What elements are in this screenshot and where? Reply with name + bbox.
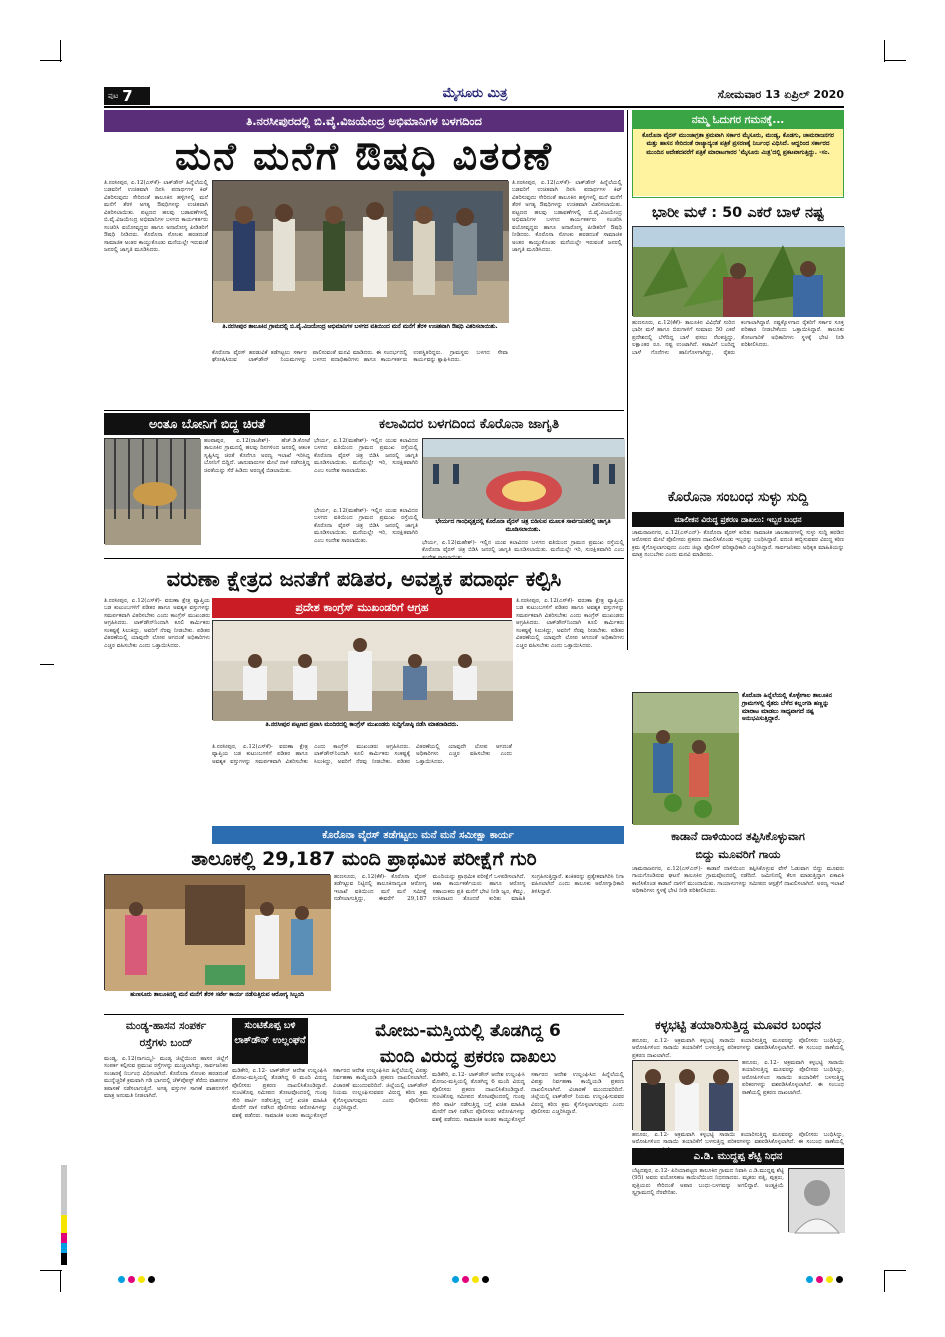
kadane-headline [632,828,844,864]
antu-body: ಹಂಪಾಪುರ, ಏ.12(ರಾಜೇಶ್)- ಹೆಚ್.ಡಿ.ಕೋಟೆ ತಾಲೂಕಿನ ಗ್ರಾಮದಲ್ಲಿ ಹಲವು ದಿನಗಳಿಂದ ಜನರಲ್ಲಿ ಆತಂಕ ಸೃಷ್ಟಿಸಿದ್ದ ಚಿರತೆ ಕೊನೆಗೂ ಅರಣ್ಯ ಇಲಾಖೆ ಇರಿಸಿದ್ದ ಬೋನಿಗೆ ಬಿದ್ದಿದೆ. ಜಾನುವಾರುಗಳ ಮೇಲೆ ದಾಳಿ ನಡೆಸುತ್ತಿದ್ದ ಚಿರತೆಯನ್ನು ಸೆರೆ ಹಿಡಿದು ಅರಣ್ಯಕ್ಕೆ ಬಿಡಲಾಯಿತು. [204,438,310,474]
lead-body-bottom: ಕೊರೊನಾ ವೈರಸ್ ಹರಡುವಿಕೆ ತಡೆಗಟ್ಟಲು ಸರ್ಕಾರ ಘೋಷಿಸಿರುವ ಲಾಕ್‌ಡೌನ್ ನಿಯಮಗಳನ್ನು ಪಾಲಿಸುವಂತೆ ಮನವಿ ಮಾಡಿದರು. ಈ ಸಂದರ್ಭದಲ್ಲಿ ಬಳಗದ ಪದಾಧಿಕಾರಿಗಳು ಹಾಗೂ ಕಾರ್ಯಕರ್ತರು ಉಪಸ್ಥಿತರಿದ್ದರು. ಗ್ರಾಮಸ್ಥರು ಬಳಗದ ಸೇವಾ ಕಾರ್ಯವನ್ನು ಶ್ಲಾಘಿಸಿದರು. [212,350,508,364]
mandya-headline-line2: ರಸ್ತೆಗಳು ಬಂದ್ [139,1037,193,1049]
varuna-body-left: ತಿ.ನರಸೀಪುರ, ಏ.12(ಎಸ್‌ಕೆ)- ವರುಣಾ ಕ್ಷೇತ್ರ ವ್ಯಾಪ್ತಿಯ ಬಡ ಕುಟುಂಬಗಳಿಗೆ ಪಡಿತರ ಹಾಗೂ ಅವಶ್ಯಕ ವಸ್ತುಗಳನ್ನು ಸಮರ್ಪಕವಾಗಿ ವಿತರಿಸಬೇಕು ಎಂದು ಕಾಂಗ್ರೆಸ್ ಮುಖಂಡರು ಆಗ್ರಹಿಸಿದರು. ಲಾಕ್‌ಡೌನ್‌ನಿಂದಾಗಿ ಕೂಲಿ ಕಾರ್ಮಿಕರು ಸಂಕಷ್ಟಕ್ಕೆ ಸಿಲುಕಿದ್ದು, ಅವರಿಗೆ ನೆರವು ನೀಡಬೇಕು. ಪಡಿತರ ವಿತರಣೆಯಲ್ಲಿ ಯಾವುದೇ ಲೋಪ ಆಗದಂತೆ ಅಧಿಕಾರಿಗಳು ಎಚ್ಚರ ವಹಿಸಬೇಕು ಎಂದು ಒತ್ತಾಯಿಸಿದರು. [104,598,210,649]
banana-body: ಹುಣಸೂರು, ಏ.12(ಕೆಕೆ)- ತಾಲೂಕಿನ ವಿವಿಧೆಡೆ ಸುರಿದ ಭಾರೀ ಮಳೆ ಹಾಗೂ ಬಿರುಗಾಳಿಗೆ ಸುಮಾರು 50 ಎಕರೆ ಪ್ರದೇಶದಲ್ಲಿ ಬೆಳೆದಿದ್ದ ಬಾಳೆ ಫಸಲು ನೆಲಕಚ್ಚಿದ್ದು, ಲಕ್ಷಾಂತರ ರೂ. ನಷ್ಟ ಉಂಟಾಗಿದೆ. ಕಟಾವಿಗೆ ಬಂದಿದ್ದ ಬಾಳೆ ಗೊನೆಗಳು ಹಾನಿಗೊಳಗಾಗಿದ್ದು, ರೈತರು ಕಂಗಾಲಾಗಿದ್ದಾರೆ. ನಷ್ಟಕ್ಕೊಳಗಾದ ರೈತರಿಗೆ ಸರ್ಕಾರ ಸೂಕ್ತ ಪರಿಹಾರ ನೀಡಬೇಕೆಂದು ಒತ್ತಾಯಿಸಿದ್ದಾರೆ. ತಾಲೂಕು ತೋಟಗಾರಿಕೆ ಅಧಿಕಾರಿಗಳು ಸ್ಥಳಕ್ಕೆ ಭೇಟಿ ನೀಡಿ ಪರಿಶೀಲಿಸಿದರು. [632,320,844,356]
varuna-body-bottom: ತಿ.ನರಸೀಪುರ, ಏ.12(ಎಸ್‌ಕೆ)- ವರುಣಾ ಕ್ಷೇತ್ರ ವ್ಯಾಪ್ತಿಯ ಬಡ ಕುಟುಂಬಗಳಿಗೆ ಪಡಿತರ ಹಾಗೂ ಅವಶ್ಯಕ ವಸ್ತುಗಳನ್ನು ಸಮರ್ಪಕವಾಗಿ ವಿತರಿಸಬೇಕು ಎಂದು ಕಾಂಗ್ರೆಸ್ ಮುಖಂಡರು ಆಗ್ರಹಿಸಿದರು. ಲಾಕ್‌ಡೌನ್‌ನಿಂದಾಗಿ ಕೂಲಿ ಕಾರ್ಮಿಕರು ಸಂಕಷ್ಟಕ್ಕೆ ಸಿಲುಕಿದ್ದು, ಅವರಿಗೆ ನೆರವು ನೀಡಬೇಕು. ಪಡಿತರ ವಿತರಣೆಯಲ್ಲಿ ಯಾವುದೇ ಲೋಪ ಆಗದಂತೆ ಅಧಿಕಾರಿಗಳು ಎಚ್ಚರ ವಹಿಸಬೇಕು ಎಂದು ಒತ್ತಾಯಿಸಿದರು. [212,744,512,765]
kadane-headline-line1: ಕಾಡಾನೆ ದಾಳಿಯಿಂದ ತಪ್ಪಿಸಿಕೊಳ್ಳುವಾಗ [671,830,805,843]
obituary-title: ಎ.ಡಿ. ಮುದ್ದಪ್ಪ ಶೆಟ್ಟಿ ನಿಧನ [632,1148,844,1165]
header-rule [104,106,844,108]
banana-photo [632,226,844,316]
kalavidara-photo-caption: ಭೇರ್ಯದ ಗಾಂಧಿವೃತ್ತದಲ್ಲಿ ಕೊರೊನಾ ವೈರಸ್ ಚಿತ್ರ ಬಿಡಿಸುವ ಮೂಲಕ ಸಾರ್ವಜನಿಕರಲ್ಲಿ ಜಾಗೃತಿ ಮೂಡಿಸಲಾಯಿತು. [435,519,611,533]
color-strip-black [61,1253,67,1265]
crop-mark [40,1270,62,1271]
varuna-photo [212,620,512,720]
page-number: 7 [122,87,133,105]
masthead: ಮೈಸೂರು ಮಿತ್ರ [442,86,508,101]
section-rule [104,1014,624,1015]
moju-headline [312,1018,624,1070]
kalavidara-photo [422,438,624,518]
antu-photo [104,438,200,544]
kadane-side-caption: ಕೊರೊನಾ ಹಿನ್ನೆಲೆಯಲ್ಲಿ ಕೊಳ್ಳೇಗಾಲ ತಾಲೂಕಿನ ಗ್ರಾಮಗಳಲ್ಲಿ ರೈತರು ಬೆಳೆದ ಕಲ್ಲಂಗಡಿ ಹಣ್ಣನ್ನು ಮಾರಾಟ ಮಾಡಲು ಸಾಧ್ಯವಾಗದೆ ನಷ್ಟ ಅನುಭವಿಸುತ್ತಿದ್ದಾರೆ. [742,692,832,723]
samikshe-headline: ತಾಲೂಕಲ್ಲಿ 29,187 ಮಂದಿ ಪ್ರಾಥಮಿಕ ಪರೀಕ್ಷೆಗೆ ಗುರಿ [191,848,537,870]
kadane-body: ಚಾಮರಾಜನಗರ, ಏ.12(ಎಸ್‌ಎನ್)- ಕಾಡಾನೆ ದಾಳಿಯಿಂದ ತಪ್ಪಿಸಿಕೊಳ್ಳುವ ವೇಳೆ ಓಡುವಾಗ ಬಿದ್ದು ಮೂವರು ಗಾಯಗೊಂಡಿರುವ ಘಟನೆ ತಾಲೂಕಿನ ಗ್ರಾಮವೊಂದರಲ್ಲಿ ನಡೆದಿದೆ. ಜಮೀನಿನಲ್ಲಿ ಕೆಲಸ ಮಾಡುತ್ತಿದ್ದಾಗ ಏಕಾಏಕಿ ಕಾಣಿಸಿಕೊಂಡ ಕಾಡಾನೆ ದಾಳಿಗೆ ಮುಂದಾಯಿತು. ಗಾಯಾಳುಗಳನ್ನು ಸಮೀಪದ ಆಸ್ಪತ್ರೆಗೆ ದಾಖಲಿಸಲಾಗಿದೆ. ಅರಣ್ಯ ಇಲಾಖೆ ಅಧಿಕಾರಿಗಳು ಸ್ಥಳಕ್ಕೆ ಭೇಟಿ ನೀಡಿ ಪರಿಶೀಲಿಸಿದರು. [632,866,844,895]
kallabhatti-body-3: ಹನೂರು, ಏ.12- ಅಕ್ರಮವಾಗಿ ಕಳ್ಳಭಟ್ಟಿ ಸಾರಾಯಿ ತಯಾರಿಸುತ್ತಿದ್ದ ಮೂವರನ್ನು ಪೊಲೀಸರು ಬಂಧಿಸಿದ್ದು, ಆರೋಪಿಗಳಿಂದ ಸಾರಾಯಿ ತಯಾರಿಕೆಗೆ ಬಳಸುತ್ತಿದ್ದ ಪರಿಕರಗಳನ್ನು ವಶಪಡಿಸಿಕೊಳ್ಳಲಾಗಿದೆ. ಈ ಸಂಬಂಧ ಠಾಣೆಯಲ್ಲಿ [632,1132,844,1146]
sullu-subhead: ಮಾಲೀಕನ ವಿರುದ್ಧ ಪ್ರಕರಣ ದಾಖಲು: ಇಬ್ಬರ ಬಂಧನ [632,512,844,527]
kalavidara-body: ಭೇರ್ಯ, ಏ.12(ಮಹೇಶ್)- ಇಲ್ಲಿನ ಯುವ ಕಲಾವಿದರ ಬಳಗದ ವತಿಯಿಂದ ಗ್ರಾಮದ ಪ್ರಮುಖ ರಸ್ತೆಯಲ್ಲಿ ಕೊರೊನಾ ವೈರಸ್ ಚಿತ್ರ ಬಿಡಿಸಿ ಜನರಲ್ಲಿ ಜಾಗೃತಿ ಮೂಡಿಸಲಾಯಿತು. ಮನೆಯಲ್ಲೇ ಇರಿ, ಸುರಕ್ಷಿತವಾಗಿರಿ ಎಂಬ ಸಂದೇಶ ಸಾರಲಾಯಿತು. [314,438,418,474]
sullu-headline: ಕೊರೊನಾ ಸಂಬಂಧ ಸುಳ್ಳು ಸುದ್ದಿ [667,489,809,505]
crop-mark [884,1270,906,1271]
issue-date: ಸೋಮವಾರ 13 ಏಪ್ರಿಲ್ 2020 [717,88,844,101]
moju-body-right: ಮಡಿಕೇರಿ, ಏ.12- ಲಾಕ್‌ಡೌನ್ ಆದೇಶ ಉಲ್ಲಂಘಿಸಿ ಮೋಜು-ಮಸ್ತಿಯಲ್ಲಿ ತೊಡಗಿದ್ದ 6 ಮಂದಿ ವಿರುದ್ಧ ಪೊಲೀಸರು ಪ್ರಕರಣ ದಾಖಲಿಸಿಕೊಂಡಿದ್ದಾರೆ. ಸುಂಟಿಕೊಪ್ಪ ಸಮೀಪದ ತೋಟವೊಂದರಲ್ಲಿ ಗುಂಪು ಸೇರಿ ಪಾರ್ಟಿ ನಡೆಸುತ್ತಿದ್ದ ಬಗ್ಗೆ ಖಚಿತ ಮಾಹಿತಿ ಮೇರೆಗೆ ದಾಳಿ ನಡೆಸಿದ ಪೊಲೀಸರು ಆರೋಪಿಗಳನ್ನು ವಶಕ್ಕೆ ಪಡೆದರು. ಸಾಮಾಜಿಕ ಅಂತರ ಕಾಯ್ದುಕೊಳ್ಳದೆ ಸರ್ಕಾರದ ಆದೇಶ ಉಲ್ಲಂಘಿಸಿದ ಹಿನ್ನೆಲೆಯಲ್ಲಿ ವಿಪತ್ತು ನಿರ್ವಹಣಾ ಕಾಯ್ದೆಯಡಿ ಪ್ರಕರಣ ದಾಖಲಿಸಲಾಗಿದೆ. ವಿಚಾರಣೆ ಮುಂದುವರಿದಿದೆ. ಜಿಲ್ಲೆಯಲ್ಲಿ ಲಾಕ್‌ಡೌನ್ ನಿಯಮ ಉಲ್ಲಂಘಿಸುವವರ ವಿರುದ್ಧ ಕಠಿಣ ಕ್ರಮ ಕೈಗೊಳ್ಳಲಾಗುವುದು ಎಂದು ಪೊಲೀಸರು ಎಚ್ಚರಿಸಿದ್ದಾರೆ. [432,1072,624,1123]
varuna-body-right: ತಿ.ನರಸೀಪುರ, ಏ.12(ಎಸ್‌ಕೆ)- ವರುಣಾ ಕ್ಷೇತ್ರ ವ್ಯಾಪ್ತಿಯ ಬಡ ಕುಟುಂಬಗಳಿಗೆ ಪಡಿತರ ಹಾಗೂ ಅವಶ್ಯಕ ವಸ್ತುಗಳನ್ನು ಸಮರ್ಪಕವಾಗಿ ವಿತರಿಸಬೇಕು ಎಂದು ಕಾಂಗ್ರೆಸ್ ಮುಖಂಡರು ಆಗ್ರಹಿಸಿದರು. ಲಾಕ್‌ಡೌನ್‌ನಿಂದಾಗಿ ಕೂಲಿ ಕಾರ್ಮಿಕರು ಸಂಕಷ್ಟಕ್ಕೆ ಸಿಲುಕಿದ್ದು, ಅವರಿಗೆ ನೆರವು ನೀಡಬೇಕು. ಪಡಿತರ ವಿತರಣೆಯಲ್ಲಿ ಯಾವುದೇ ಲೋಪ ಆಗದಂತೆ ಅಧಿಕಾರಿಗಳು ಎಚ್ಚರ ವಹಿಸಬೇಕು ಎಂದು ಒತ್ತಾಯಿಸಿದರು. [516,598,624,649]
samikshe-kicker: ಕೊರೊನಾ ವೈರಸ್ ತಡೆಗಟ್ಟಲು ಮನೆ ಮನೆ ಸಮೀಕ್ಷಾ ಕಾರ್ಯ [212,826,624,844]
page-number-box [104,87,150,105]
lead-photo [212,180,508,322]
obituary-body: ಬೆಟ್ಟದಪುರ, ಏ.12- ಪಿರಿಯಾಪಟ್ಟಣ ತಾಲೂಕಿನ ಗ್ರಾಮದ ನಿವಾಸಿ ಎ.ಡಿ.ಮುದ್ದಪ್ಪ ಶೆಟ್ಟಿ (95) ಅವರು ವಯೋಸಹಜ ಕಾಯಿಲೆಯಿಂದ ನಿಧನರಾದರು. ಮೃತರು ಪತ್ನಿ, ಪುತ್ರರು, ಪುತ್ರಿಯರು ಸೇರಿದಂತೆ ಅಪಾರ ಬಂಧು-ಬಳಗವನ್ನು ಅಗಲಿದ್ದಾರೆ. ಅಂತ್ಯಕ್ರಿಯೆ ಸ್ವಗ್ರಾಮದಲ್ಲಿ ನೆರವೇರಿತು. [632,1168,784,1197]
kalavidara-headline: ಕಲಾವಿದರ ಬಳಗದಿಂದ ಕೊರೊನಾ ಜಾಗೃತಿ [379,416,559,432]
color-strip-yellow [61,1215,67,1233]
lead-photo-caption: ತಿ.ನರಸೀಪುರ ತಾಲೂಕಿನ ಗ್ರಾಮದಲ್ಲಿ ಬಿ.ವೈ.ವಿಜಯೇಂದ್ರ ಅಭಿಮಾನಿಗಳ ಬಳಗದ ವತಿಯಿಂದ ಮನೆ ಮನೆಗೆ ತೆರಳಿ ಉಚಿತವಾಗಿ ಔಷಧಿ ವಿತರಿಸಲಾಯಿತು. [222,324,498,330]
kallabhatti-photo [632,1060,738,1130]
crop-mark [60,40,61,62]
obituary-photo [788,1168,844,1232]
crop-mark [884,40,885,62]
notice-title: ನಮ್ಮ ಓದುಗರ ಗಮನಕ್ಕೆ... [633,111,843,129]
crop-mark [40,60,62,61]
section-rule [104,558,624,559]
kalavidara-body-2: ಭೇರ್ಯ, ಏ.12(ಮಹೇಶ್)- ಇಲ್ಲಿನ ಯುವ ಕಲಾವಿದರ ಬಳಗದ ವತಿಯಿಂದ ಗ್ರಾಮದ ಪ್ರಮುಖ ರಸ್ತೆಯಲ್ಲಿ ಕೊರೊನಾ ವೈರಸ್ ಚಿತ್ರ ಬಿಡಿಸಿ ಜನರಲ್ಲಿ ಜಾಗೃತಿ ಮೂಡಿಸಲಾಯಿತು. ಮನೆಯಲ್ಲೇ ಇರಿ, ಸುರಕ್ಷಿತವಾಗಿರಿ ಎಂಬ ಸಂದೇಶ ಸಾರಲಾಯಿತು. [314,508,418,544]
sullu-body: ಚಾಮರಾಜನಗರ, ಏ.12(ಎಸ್‌ಎನ್)- ಕೊರೊನಾ ವೈರಸ್ ಕುರಿತು ಸಾಮಾಜಿಕ ಜಾಲತಾಣಗಳಲ್ಲಿ ಸುಳ್ಳು ಸುದ್ದಿ ಹರಡಿದ ಆರೋಪದ ಮೇಲೆ ಪೊಲೀಸರು ಪ್ರಕರಣ ದಾಖಲಿಸಿಕೊಂಡು ಇಬ್ಬರನ್ನು ಬಂಧಿಸಿದ್ದಾರೆ. ವದಂತಿ ಹಬ್ಬಿಸುವವರ ವಿರುದ್ಧ ಕಠಿಣ ಕ್ರಮ ಕೈಗೊಳ್ಳಲಾಗುವುದು ಎಂದು ಜಿಲ್ಲಾ ಪೊಲೀಸ್ ವರಿಷ್ಠಾಧಿಕಾರಿ ಎಚ್ಚರಿಸಿದ್ದಾರೆ. ಸಾರ್ವಜನಿಕರು ಅಧಿಕೃತ ಮಾಹಿತಿಯನ್ನು ಮಾತ್ರ ನಂಬಬೇಕು ಎಂದು ಮನವಿ ಮಾಡಿದರು. [632,530,844,559]
mandya-body: ಮಂಡ್ಯ, ಏ.12(ನಾಗಯ್ಯ)- ಮಂಡ್ಯ ಜಿಲ್ಲೆಯಿಂದ ಹಾಸನ ಜಿಲ್ಲೆಗೆ ಸಂಪರ್ಕ ಕಲ್ಪಿಸುವ ಪ್ರಮುಖ ರಸ್ತೆಗಳನ್ನು ಮುಚ್ಚಲಾಗಿದ್ದು, ಸಾರ್ವಜನಿಕರ ಸಂಚಾರಕ್ಕೆ ನಿರ್ಬಂಧ ವಿಧಿಸಲಾಗಿದೆ. ಕೊರೊನಾ ಸೋಂಕು ಹರಡದಂತೆ ಮುನ್ನೆಚ್ಚರಿಕೆ ಕ್ರಮವಾಗಿ ಗಡಿ ಭಾಗದಲ್ಲಿ ಚೆಕ್‌ಪೋಸ್ಟ್ ತೆರೆದು ವಾಹನಗಳ ತಪಾಸಣೆ ನಡೆಸಲಾಗುತ್ತಿದೆ. ಅಗತ್ಯ ವಸ್ತುಗಳ ಸಾಗಣೆ ವಾಹನಗಳಿಗೆ ಮಾತ್ರ ಅನುಮತಿ ನೀಡಲಾಗಿದೆ. [104,1056,228,1100]
color-strip-cyan [61,1243,67,1253]
page-label: ಪುಟ [108,91,119,100]
margin-mark [40,664,54,665]
notice-text: ಕೊರೊನಾ ವೈರಸ್ ಮುಂಜಾಗ್ರತಾ ಕ್ರಮವಾಗಿ ಸರ್ಕಾರ ಮೈಸೂರು, ಮಂಡ್ಯ, ಕೊಡಗು, ಚಾಮರಾಜನಗರ ಮತ್ತು ಹಾಸನ ಸೇರಿದಂತೆ ರಾಜ್ಯಾದ್ಯಂತ ಪತ್ರಿಕೆ ಪ್ರಸರಣಕ್ಕೆ ನಿರ್ಬಂಧ ವಿಧಿಸಿದೆ. ಆದ್ದರಿಂದ ಸರ್ಕಾರದ ಮುಂದಿನ ಆದೇಶದವರೆಗೆ ಪತ್ರಿಕೆ ಮಾರಾಟಗಾರರ 'ಮೈಸೂರು ಮಿತ್ರ'ದಲ್ಲಿ ಪ್ರಕಟವಾಗುತ್ತಿದ್ದು. -ಸಂ. [633,129,843,196]
lead-kicker: ತಿ.ನರಸೀಪುರದಲ್ಲಿ ಬಿ.ವೈ.ವಿಜಯೇಂದ್ರ ಅಭಿಮಾನಿಗಳ ಬಳಗದಿಂದ [104,110,624,132]
kalavidara-body-3: ಭೇರ್ಯ, ಏ.12(ಮಹೇಶ್)- ಇಲ್ಲಿನ ಯುವ ಕಲಾವಿದರ ಬಳಗದ ವತಿಯಿಂದ ಗ್ರಾಮದ ಪ್ರಮುಖ ರಸ್ತೆಯಲ್ಲಿ ಕೊರೊನಾ ವೈರಸ್ ಚಿತ್ರ ಬಿಡಿಸಿ ಜನರಲ್ಲಿ ಜಾಗೃತಿ ಮೂಡಿಸಲಾಯಿತು. ಮನೆಯಲ್ಲೇ ಇರಿ, ಸುರಕ್ಷಿತವಾಗಿರಿ ಎಂಬ [422,540,624,554]
kallabhatti-body-2: ಹನೂರು, ಏ.12- ಅಕ್ರಮವಾಗಿ ಕಳ್ಳಭಟ್ಟಿ ಸಾರಾಯಿ ತಯಾರಿಸುತ್ತಿದ್ದ ಮೂವರನ್ನು ಪೊಲೀಸರು ಬಂಧಿಸಿದ್ದು, ಆರೋಪಿಗಳಿಂದ ಸಾರಾಯಿ ತಯಾರಿಕೆಗೆ ಬಳಸುತ್ತಿದ್ದ ಪರಿಕರಗಳನ್ನು ವಶಪಡಿಸಿಕೊಳ್ಳಲಾಗಿದೆ. ಈ ಸಂಬಂಧ ಠಾಣೆಯಲ್ಲಿ ಪ್ರಕರಣ ದಾಖಲಾಗಿದೆ. [742,1060,844,1096]
kallabhatti-body: ಹನೂರು, ಏ.12- ಅಕ್ರಮವಾಗಿ ಕಳ್ಳಭಟ್ಟಿ ಸಾರಾಯಿ ತಯಾರಿಸುತ್ತಿದ್ದ ಮೂವರನ್ನು ಪೊಲೀಸರು ಬಂಧಿಸಿದ್ದು, ಆರೋಪಿಗಳಿಂದ ಸಾರಾಯಿ ತಯಾರಿಕೆಗೆ ಬಳಸುತ್ತಿದ್ದ ಪರಿಕರಗಳನ್ನು ವಶಪಡಿಸಿಕೊಳ್ಳಲಾಗಿದೆ. ಈ ಸಂಬಂಧ ಠಾಣೆಯಲ್ಲಿ ಪ್ರಕರಣ ದಾಖಲಾಗಿದೆ. [632,1038,844,1059]
varuna-photo-caption: ತಿ.ನರಸೀಪುರ ಪಟ್ಟಣದ ಪ್ರವಾಸಿ ಮಂದಿರದಲ್ಲಿ ಕಾಂಗ್ರೆಸ್ ಮುಖಂಡರು ಸುದ್ದಿಗೋಷ್ಠಿ ನಡೆಸಿ ಮಾತನಾಡಿದರು. [265,722,459,728]
lead-body-right: ತಿ.ನರಸೀಪುರ, ಏ.12(ಎಸ್‌ಕೆ)- ಲಾಕ್‌ಡೌನ್ ಹಿನ್ನೆಲೆಯಲ್ಲಿ ಬಡವರಿಗೆ ಉಚಿತವಾಗಿ ದಿನಸಿ ಪದಾರ್ಥಗಳ ಕಿಟ್ ವಿತರಿಸುವುದು ಸೇರಿದಂತೆ ತಾಲೂಕಿನ ಹಳ್ಳಿಗಳಲ್ಲಿ ಮನೆ ಮನೆಗೆ ತೆರಳಿ ಅಗತ್ಯ ಔಷಧಿಗಳನ್ನು ಉಚಿತವಾಗಿ ವಿತರಿಸಲಾಯಿತು. ಪಟ್ಟಣದ ಹಲವು ಬಡಾವಣೆಗಳಲ್ಲಿ ಬಿ.ವೈ.ವಿಜಯೇಂದ್ರ ಅಭಿಮಾನಿಗಳ ಬಳಗದ ಕಾರ್ಯಕರ್ತರು ಸಂಚರಿಸಿ ವಯೋವೃದ್ಧರು ಹಾಗೂ ಅನಾರೋಗ್ಯ ಪೀಡಿತರಿಗೆ ಔಷಧಿ ನೀಡಿದರು. ಕೊರೊನಾ ಸೋಂಕು ಹರಡದಂತೆ ಸಾಮಾಜಿಕ ಅಂತರ ಕಾಯ್ದುಕೊಂಡು ಮನೆಯಲ್ಲೇ ಇರುವಂತೆ ಜನರಲ್ಲಿ ಜಾಗೃತಿ ಮೂಡಿಸಿದರು. [512,180,622,254]
kadane-headline-line2: ಬಿದ್ದು ಮೂವರಿಗೆ ಗಾಯ [695,848,781,861]
kadane-photo [632,692,738,824]
varuna-headline: ವರುಣಾ ಕ್ಷೇತ್ರದ ಜನತೆಗೆ ಪಡಿತರ, ಅವಶ್ಯಕ ಪದಾರ್ಥ ಕಲ್ಪಿಸಿ [166,567,562,591]
samikshe-photo [104,874,330,990]
varuna-subhead: ಪ್ರದೇಶ ಕಾಂಗ್ರೆಸ್ ಮುಖಂಡರಿಗೆ ಆಗ್ರಹ [212,598,512,618]
column-rule [627,110,628,650]
crop-mark [884,1270,885,1292]
crop-mark [60,1270,61,1292]
banana-headline: ಭಾರೀ ಮಳೆ : 50 ಎಕರೆ ಬಾಳೆ ನಷ್ಟ [652,205,824,221]
samikshe-photo-caption: ಹುಣಸೂರು ತಾಲೂಕಿನಲ್ಲಿ ಮನೆ ಮನೆಗೆ ತೆರಳಿ ಸರ್ವೇ ಕಾರ್ಯ ನಡೆಸುತ್ತಿರುವ ಆರೋಗ್ಯ ಸಿಬ್ಬಂದಿ [130,992,304,998]
color-strip-magenta [61,1233,67,1243]
notice-box [632,110,844,198]
mandya-headline-line1: ಮಂಡ್ಯ-ಹಾಸನ ಸಂಪರ್ಕ [125,1020,207,1032]
lead-body-left: ತಿ.ನರಸೀಪುರ, ಏ.12(ಎಸ್‌ಕೆ)- ಲಾಕ್‌ಡೌನ್ ಹಿನ್ನೆಲೆಯಲ್ಲಿ ಬಡವರಿಗೆ ಉಚಿತವಾಗಿ ದಿನಸಿ ಪದಾರ್ಥಗಳ ಕಿಟ್ ವಿತರಿಸುವುದು ಸೇರಿದಂತೆ ತಾಲೂಕಿನ ಹಳ್ಳಿಗಳಲ್ಲಿ ಮನೆ ಮನೆಗೆ ತೆರಳಿ ಅಗತ್ಯ ಔಷಧಿಗಳನ್ನು ಉಚಿತವಾಗಿ ವಿತರಿಸಲಾಯಿತು. ಪಟ್ಟಣದ ಹಲವು ಬಡಾವಣೆಗಳಲ್ಲಿ ಬಿ.ವೈ.ವಿಜಯೇಂದ್ರ ಅಭಿಮಾನಿಗಳ ಬಳಗದ ಕಾರ್ಯಕರ್ತರು ಸಂಚರಿಸಿ ವಯೋವೃದ್ಧರು ಹಾಗೂ ಅನಾರೋಗ್ಯ ಪೀಡಿತರಿಗೆ ಔಷಧಿ ನೀಡಿದರು. ಕೊರೊನಾ ಸೋಂಕು ಹರಡದಂತೆ ಸಾಮಾಜಿಕ ಅಂತರ ಕಾಯ್ದುಕೊಂಡು ಮನೆಯಲ್ಲೇ ಇರುವಂತೆ ಜನರಲ್ಲಿ ಜಾಗೃತಿ ಮೂಡಿಸಿದರು. [104,180,208,254]
kallabhatti-headline: ಕಳ್ಳಭಟ್ಟಿ ತಯಾರಿಸುತ್ತಿದ್ದ ಮೂವರ ಬಂಧನ [655,1017,821,1032]
moju-headline-line1: ಮೋಜು-ಮಸ್ತಿಯಲ್ಲಿ ತೊಡಗಿದ್ದ 6 [375,1021,561,1041]
moju-body-left: ಮಡಿಕೇರಿ, ಏ.12- ಲಾಕ್‌ಡೌನ್ ಆದೇಶ ಉಲ್ಲಂಘಿಸಿ ಮೋಜು-ಮಸ್ತಿಯಲ್ಲಿ ತೊಡಗಿದ್ದ 6 ಮಂದಿ ವಿರುದ್ಧ ಪೊಲೀಸರು ಪ್ರಕರಣ ದಾಖಲಿಸಿಕೊಂಡಿದ್ದಾರೆ. ಸುಂಟಿಕೊಪ್ಪ ಸಮೀಪದ ತೋಟವೊಂದರಲ್ಲಿ ಗುಂಪು ಸೇರಿ ಪಾರ್ಟಿ ನಡೆಸುತ್ತಿದ್ದ ಬಗ್ಗೆ ಖಚಿತ ಮಾಹಿತಿ ಮೇರೆಗೆ ದಾಳಿ ನಡೆಸಿದ ಪೊಲೀಸರು ಆರೋಪಿಗಳನ್ನು ವಶಕ್ಕೆ ಪಡೆದರು. ಸಾಮಾಜಿಕ ಅಂತರ ಕಾಯ್ದುಕೊಳ್ಳದೆ ಸರ್ಕಾರದ ಆದೇಶ ಉಲ್ಲಂಘಿಸಿದ ಹಿನ್ನೆಲೆಯಲ್ಲಿ ವಿಪತ್ತು ನಿರ್ವಹಣಾ ಕಾಯ್ದೆಯಡಿ ಪ್ರಕರಣ ದಾಖಲಿಸಲಾಗಿದೆ. ವಿಚಾರಣೆ ಮುಂದುವರಿದಿದೆ. ಜಿಲ್ಲೆಯಲ್ಲಿ ಲಾಕ್‌ಡೌನ್ ನಿಯಮ ಉಲ್ಲಂಘಿಸುವವರ ವಿರುದ್ಧ ಕಠಿಣ ಕ್ರಮ ಕೈಗೊಳ್ಳಲಾಗುವುದು ಎಂದು ಪೊಲೀಸರು ಎಚ್ಚರಿಸಿದ್ದಾರೆ. [232,1068,428,1119]
mandya-headline [104,1018,228,1054]
color-strip-gray [61,1165,67,1215]
section-rule [104,410,624,411]
santhekoppa-box: ಸುಂಟಿಕೊಪ್ಪ ಬಳಿ ಲಾಕ್‌ಡೌನ್ ಉಲ್ಲಂಘನೆ [232,1018,308,1064]
lead-headline: ಮನೆ ಮನೆಗೆ ಔಷಧಿ ವಿತರಣೆ [174,134,554,178]
moju-headline-line2: ಮಂದಿ ವಿರುದ್ಧ ಪ್ರಕರಣ ದಾಖಲು [379,1047,557,1067]
crop-mark [884,60,906,61]
antu-headline: ಅಂತೂ ಬೋನಿಗೆ ಬಿದ್ದ ಚಿರತೆ [104,413,310,435]
samikshe-body: ಹುಣಸೂರು, ಏ.12(ಕೆಕೆ)- ಕೊರೊನಾ ವೈರಸ್ ತಡೆಗಟ್ಟುವ ನಿಟ್ಟಿನಲ್ಲಿ ತಾಲೂಕಿನಾದ್ಯಂತ ಆರೋಗ್ಯ ಇಲಾಖೆ ವತಿಯಿಂದ ಮನೆ ಮನೆ ಸಮೀಕ್ಷೆ ನಡೆಸಲಾಗುತ್ತಿದ್ದು, ಈವರೆಗೆ 29,187 ಮಂದಿಯನ್ನು ಪ್ರಾಥಮಿಕ ಪರೀಕ್ಷೆಗೆ ಒಳಪಡಿಸಲಾಗಿದೆ. ಆಶಾ ಕಾರ್ಯಕರ್ತೆಯರು ಹಾಗೂ ಆರೋಗ್ಯ ಸಹಾಯಕರು ಪ್ರತಿ ಮನೆಗೆ ಭೇಟಿ ನೀಡಿ ಜ್ವರ, ಕೆಮ್ಮು, ಉಸಿರಾಟದ ತೊಂದರೆ ಕುರಿತು ಮಾಹಿತಿ ಸಂಗ್ರಹಿಸುತ್ತಿದ್ದಾರೆ. ಶಂಕಿತರನ್ನು ಪ್ರತ್ಯೇಕವಾಗಿರಿಸಿ ನಿಗಾ ವಹಿಸಲಾಗಿದೆ ಎಂದು ತಾಲೂಕು ಆರೋಗ್ಯಾಧಿಕಾರಿ ತಿಳಿಸಿದ್ದಾರೆ. [334,874,624,903]
